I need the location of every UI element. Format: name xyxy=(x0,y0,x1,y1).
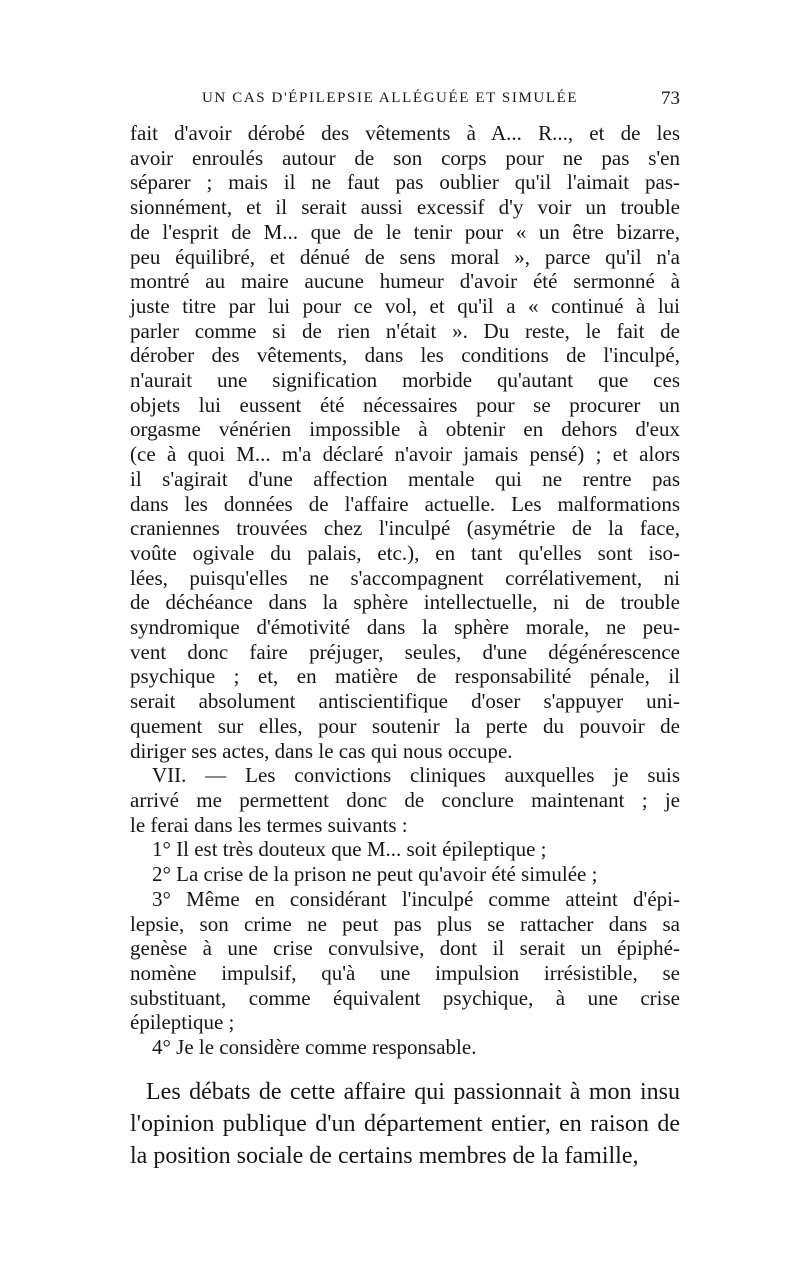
text-line: peu équilibré, et dénué de sens moral », parce qu'il n'a xyxy=(130,244,680,269)
paragraph xyxy=(130,1076,680,1172)
text-line: il s'agirait d'une affection mentale qui ne rentre pas xyxy=(130,466,680,491)
text-line: VII. — Les convictions cliniques auxquelles je suis xyxy=(152,763,680,788)
text-line: 4° Je le considère comme responsable. xyxy=(152,1035,477,1060)
paragraph xyxy=(130,862,680,887)
text-line: avoir enroulés autour de son corps pour ne pas s'en xyxy=(130,145,680,170)
text-line: voûte ogivale du palais, etc.), en tant qu'elles sont iso- xyxy=(130,540,680,565)
text-line: parler comme si de rien n'était ». Du reste, le fait de xyxy=(130,318,680,343)
text-line: orgasme vénérien impossible à obtenir en dehors d'eux xyxy=(130,417,680,442)
text-line: 2° La crise de la prison ne peut qu'avoir été simulée ; xyxy=(152,862,598,887)
body-text xyxy=(130,121,680,1172)
text-line: lées, puisqu'elles ne s'accompagnent corrélativement, ni xyxy=(130,565,680,590)
text-line: genèse à une crise convulsive, dont il serait un épiphé- xyxy=(130,936,680,961)
text-line: n'aurait une signification morbide qu'autant que ces xyxy=(130,368,680,393)
text-line: fait d'avoir dérobé des vêtements à A... R..., et de les xyxy=(130,121,680,145)
text-line: quement sur elles, pour soutenir la perte du pouvoir de xyxy=(130,713,680,738)
text-line: de l'esprit de M... que de le tenir pour « un être bizarre, xyxy=(130,219,680,244)
text-line: montré au maire aucune humeur d'avoir été sermonné à xyxy=(130,269,680,294)
text-line: épileptique ; xyxy=(130,1010,235,1035)
text-line: le ferai dans les termes suivants : xyxy=(130,812,408,837)
running-title: UN CAS D'ÉPILEPSIE ALLÉGUÉE ET SIMULÉE xyxy=(202,90,579,106)
text-line: séparer ; mais il ne faut pas oublier qu'il l'aimait pas- xyxy=(130,170,680,195)
text-line: 1° Il est très douteux que M... soit épileptique ; xyxy=(152,837,547,862)
main-text-block xyxy=(130,121,680,1060)
text-line: serait absolument antiscientifique d'oser s'appuyer uni- xyxy=(130,689,680,714)
running-header xyxy=(130,90,680,120)
text-line: objets lui eussent été nécessaires pour se procurer un xyxy=(130,392,680,417)
text-line: 3° Même en considérant l'inculpé comme atteint d'épi- xyxy=(152,886,680,911)
continuation-text-block xyxy=(130,1076,680,1172)
text-line: diriger ses actes, dans le cas qui nous occupe. xyxy=(130,738,513,763)
page-number: 73 xyxy=(661,88,680,109)
text-line: nomène impulsif, qu'à une impulsion irrésistible, se xyxy=(130,960,680,985)
text-line: dérober des vêtements, dans les conditions de l'inculpé, xyxy=(130,343,680,368)
text-line: vent donc faire préjuger, seules, d'une dégénérescence xyxy=(130,639,680,664)
text-line: juste titre par lui pour ce vol, et qu'il a « continué à lui xyxy=(130,293,680,318)
text-line: Les débats de cette affaire qui passionnait à mon insu xyxy=(146,1078,680,1105)
text-line: de déchéance dans la sphère intellectuelle, ni de trouble xyxy=(130,590,680,615)
text-line: la position sociale de certains membres de la famille, xyxy=(130,1142,639,1169)
text-line: (ce à quoi M... m'a déclaré n'avoir jamais pensé) ; et alors xyxy=(130,442,680,467)
paragraph xyxy=(130,837,680,862)
text-line: sionnément, et il serait aussi excessif d'y voir un trouble xyxy=(130,195,680,220)
text-line: craniennes trouvées chez l'inculpé (asymétrie de la face, xyxy=(130,516,680,541)
text-line: lepsie, son crime ne peut pas plus se rattacher dans sa xyxy=(130,911,680,936)
text-line: l'opinion publique d'un département entier, en raison de xyxy=(130,1110,680,1137)
paragraph xyxy=(130,1035,680,1060)
text-line: syndromique d'émotivité dans la sphère morale, ne peu- xyxy=(130,615,680,640)
paragraph xyxy=(130,887,680,1035)
text-line: arrivé me permettent donc de conclure maintenant ; je xyxy=(130,787,680,812)
paragraph xyxy=(130,763,680,837)
paragraph xyxy=(130,121,680,763)
text-line: dans les données de l'affaire actuelle. Les malformations xyxy=(130,491,680,516)
text-line: psychique ; et, en matière de responsabilité pénale, il xyxy=(130,664,680,689)
section-gap xyxy=(130,1060,680,1076)
text-line: substituant, comme équivalent psychique, à une crise xyxy=(130,985,680,1010)
